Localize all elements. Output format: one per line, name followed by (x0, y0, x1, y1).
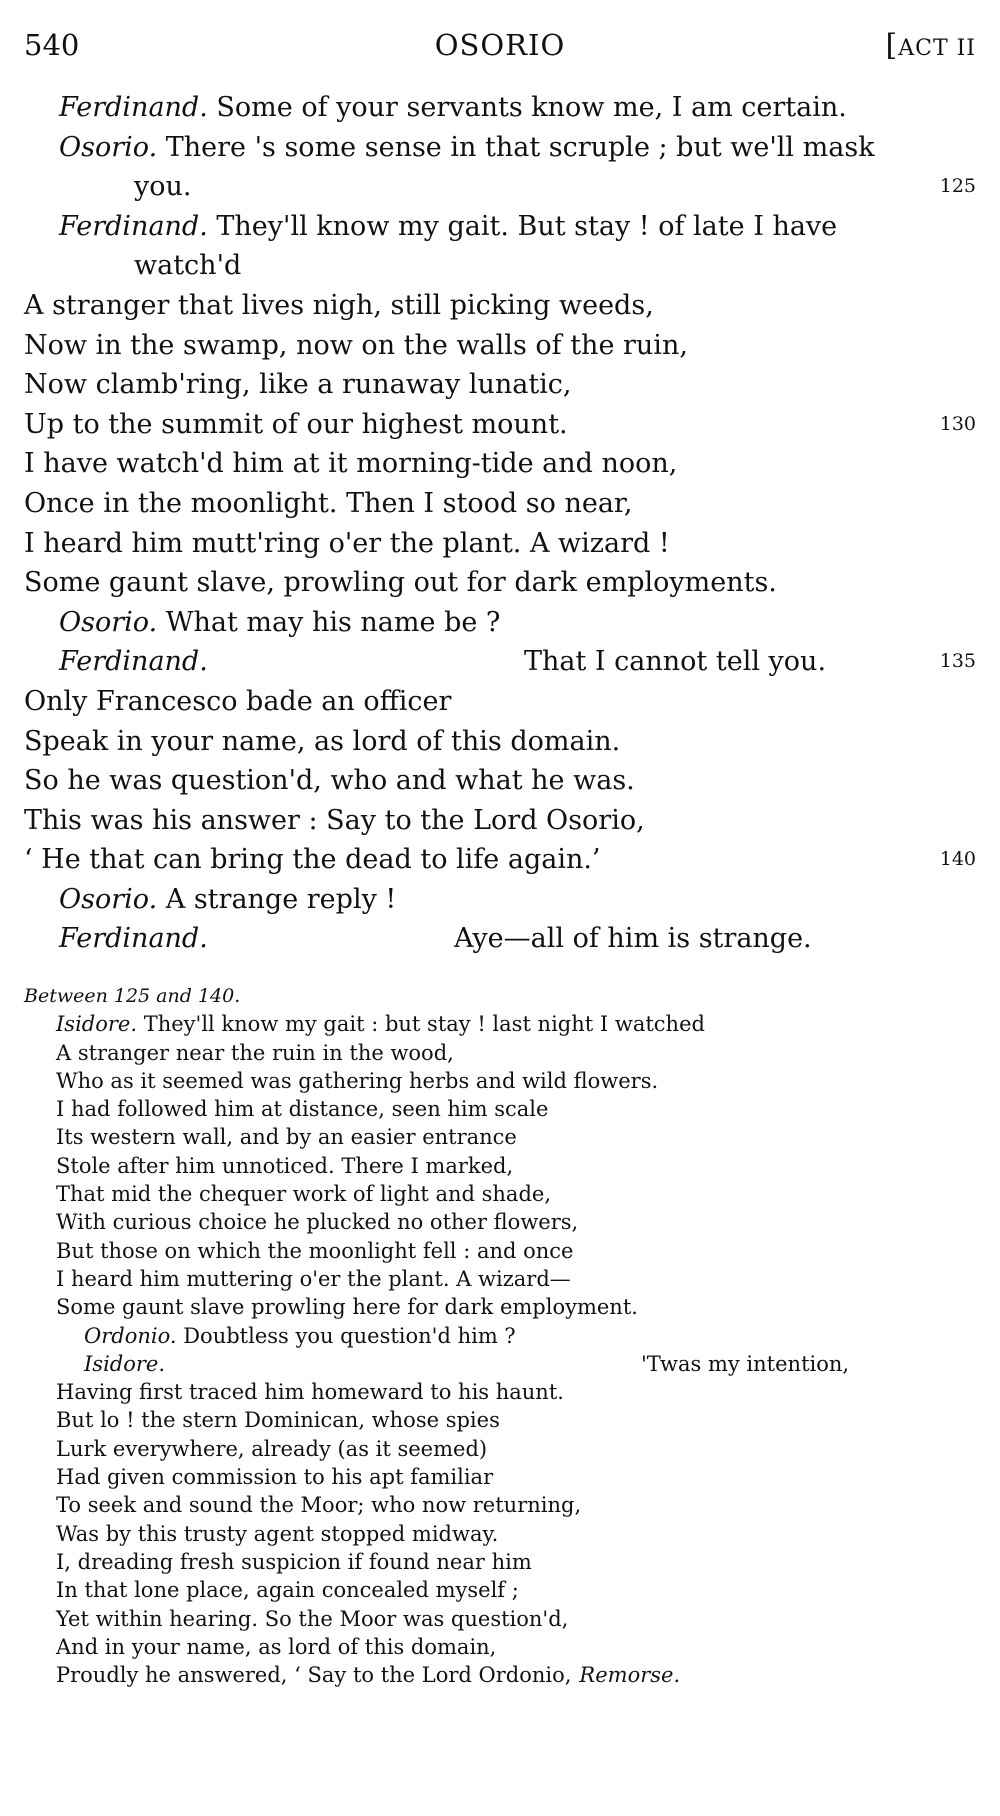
speech-text: What may his name be ? (165, 606, 501, 638)
note-text: I, dreading fresh suspicion if found near him (56, 1549, 532, 1574)
note-line (24, 1123, 976, 1151)
verse-line (24, 801, 976, 841)
speech-text: you. (134, 171, 192, 203)
note-text: Who as it seemed was gathering herbs and wild flowers. (56, 1068, 659, 1093)
speech-text: Now in the swamp, now on the walls of the ruin, (24, 329, 688, 361)
speaker-name: Isidore. (56, 1012, 138, 1037)
note-heading (24, 982, 976, 1010)
verse-line (24, 722, 976, 762)
speech-text: watch'd (134, 250, 242, 282)
note-line (24, 1463, 976, 1491)
line-number: 130 (939, 412, 976, 435)
speech-text: A stranger that lives nigh, still picking weeds, (24, 289, 654, 321)
note-line (24, 1491, 976, 1519)
verse-line (24, 246, 976, 286)
note-line (24, 1548, 976, 1576)
verse-line (24, 207, 976, 247)
speech-text: Speak in your name, as lord of this domain. (24, 725, 621, 757)
speaker-name: Ferdinand. (59, 92, 208, 123)
verse-line (24, 167, 976, 207)
bracket-glyph: [ (885, 28, 899, 63)
act-text: ACT II (898, 36, 976, 61)
note-line (24, 1435, 976, 1463)
speaker-name: Ferdinand. (59, 210, 208, 242)
note-line (24, 1180, 976, 1208)
note-text: Doubtless you question'd him ? (183, 1323, 516, 1348)
note-text: But those on which the moonlight fell : and once (56, 1238, 574, 1263)
note-text: Some gaunt slave prowling here for dark employment. (56, 1295, 638, 1320)
note-text: And in your name, as lord of this domain, (56, 1634, 497, 1659)
note-line (24, 1520, 976, 1548)
line-number: 125 (939, 175, 976, 198)
speech-text: Some of your servants know me, I am certain. (216, 92, 847, 123)
verse-line (24, 326, 976, 366)
verse-line (24, 444, 976, 484)
page-number: 540 (24, 28, 80, 62)
note-range: Between 125 and 140. (24, 985, 241, 1007)
note-text: To seek and sound the Moor; who now returning, (56, 1493, 582, 1518)
speech-text: Only Francesco bade an officer (24, 685, 452, 717)
verse-line (24, 682, 976, 722)
speech-text: I heard him mutt'ring o'er the plant. A wizard ! (24, 527, 670, 559)
note-line (24, 1237, 976, 1265)
note-text: But lo ! the stern Dominican, whose spies (56, 1408, 500, 1433)
act-label (886, 28, 977, 63)
speaker-name: Ordonio. (84, 1323, 177, 1348)
note-line (24, 1010, 976, 1038)
note-line (24, 1576, 976, 1604)
speaker-name: Osorio. (59, 606, 158, 638)
note-text: They'll know my gait : but stay ! last night I watched (143, 1012, 705, 1037)
note-line (24, 1265, 976, 1293)
speech-text: So he was question'd, who and what he was. (24, 765, 635, 797)
verse-line (24, 405, 976, 445)
note-line (24, 1406, 976, 1434)
note-line (24, 1067, 976, 1095)
note-text: Having first traced him homeward to his haunt. (56, 1380, 564, 1405)
speech-text: They'll know my gait. But stay ! of late I have (216, 210, 838, 242)
play-text (24, 88, 976, 959)
verse-line (24, 563, 976, 603)
speaker-name: Ferdinand. (59, 646, 208, 678)
note-text: 'Twas my intention, (641, 1351, 850, 1376)
speech-text: Up to the summit of our highest mount. (24, 408, 568, 440)
note-line (24, 1039, 976, 1067)
speaker-name: Isidore. (84, 1351, 166, 1376)
verse-line (24, 88, 976, 128)
speech-text: ‘ He that can bring the dead to life again.’ (24, 844, 601, 876)
note-line (24, 1322, 976, 1350)
note-text: With curious choice he plucked no other flowers, (56, 1210, 579, 1235)
note-text: Its western wall, and by an easier entrance (56, 1125, 517, 1150)
verse-line (24, 128, 976, 168)
verse-line (24, 919, 976, 959)
note-line (24, 1605, 976, 1633)
verse-line (24, 484, 976, 524)
verse-line (24, 761, 976, 801)
note-text: Stole after him unnoticed. There I marked, (56, 1153, 514, 1178)
speech-text: There 's some sense in that scruple ; but we'll mask (165, 131, 875, 163)
note-text: Had given commission to his apt familiar (56, 1465, 494, 1490)
verse-line (24, 840, 976, 880)
note-line (24, 1378, 976, 1406)
verse-line (24, 365, 976, 405)
note-text: I had followed him at distance, seen him scale (56, 1097, 549, 1122)
speaker-name: Osorio. (59, 131, 158, 163)
speaker-name: Osorio. (59, 883, 158, 915)
verse-line (24, 603, 976, 643)
note-line (24, 1661, 976, 1689)
line-number: 140 (939, 848, 976, 871)
note-line (24, 1208, 976, 1236)
note-line (24, 1633, 976, 1661)
note-line (24, 1293, 976, 1321)
note-line (24, 1152, 976, 1180)
speaker-name: Ferdinand. (59, 923, 208, 955)
note-text: Lurk everywhere, already (as it seemed) (56, 1436, 488, 1461)
page-header (24, 28, 976, 68)
running-title: OSORIO (434, 28, 566, 62)
verse-line (24, 880, 976, 920)
note-text: In that lone place, again concealed myself ; (56, 1578, 519, 1603)
note-text: I heard him muttering o'er the plant. A wizard— (56, 1266, 571, 1291)
speech-text: Once in the moonlight. Then I stood so near, (24, 487, 633, 519)
speech-text: Aye—all of him is strange. (454, 923, 812, 955)
line-number: 135 (939, 650, 976, 673)
note-text: A stranger near the ruin in the wood, (56, 1040, 454, 1065)
note-text: Was by this trusty agent stopped midway. (56, 1521, 499, 1546)
source-title: Remorse. (579, 1663, 681, 1688)
note-line (24, 1350, 976, 1378)
speech-text: A strange reply ! (165, 883, 397, 915)
speech-text: Some gaunt slave, prowling out for dark employments. (24, 567, 777, 599)
speech-text: Now clamb'ring, like a runaway lunatic, (24, 369, 572, 401)
note-line (24, 1095, 976, 1123)
verse-line (24, 286, 976, 326)
note-text: Proudly he answered, ‘ Say to the Lord Ordonio, (56, 1663, 572, 1688)
note-text: That mid the chequer work of light and shade, (56, 1182, 551, 1207)
note-text: Yet within hearing. So the Moor was question'd, (56, 1606, 569, 1631)
verse-line (24, 642, 976, 682)
speech-text: I have watch'd him at it morning-tide and noon, (24, 448, 678, 480)
speech-text: This was his answer : Say to the Lord Osorio, (24, 804, 645, 836)
speech-text: That I cannot tell you. (524, 646, 827, 678)
variant-notes (24, 982, 976, 1689)
verse-line (24, 524, 976, 564)
